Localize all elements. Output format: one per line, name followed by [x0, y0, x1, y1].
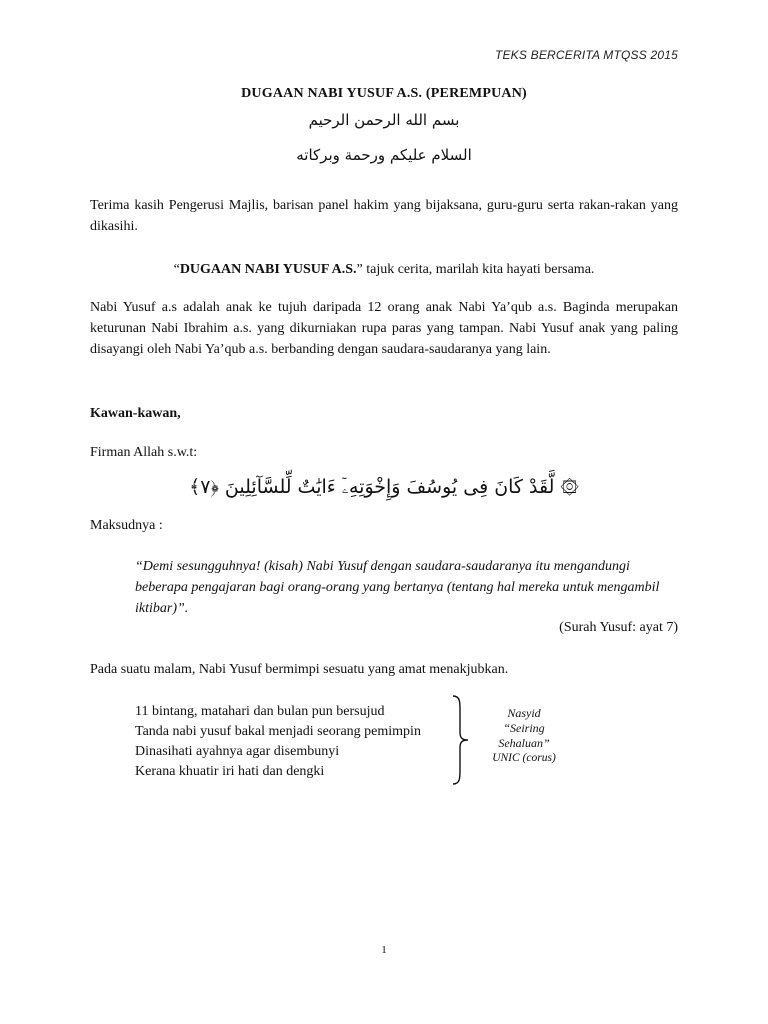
- firman-label: Firman Allah s.w.t:: [90, 445, 198, 460]
- topic-rest: ” tajuk cerita, marilah kita hayati bersama.: [356, 262, 595, 277]
- lyric-line: 11 bintang, matahari dan bulan pun bersujud: [135, 704, 385, 719]
- address-heading: Kawan-kawan,: [90, 406, 181, 421]
- note-line: Sehaluan”: [498, 736, 550, 750]
- intro-paragraph: Nabi Yusuf a.s adalah anak ke tujuh daripada 12 orang anak Nabi Ya’qub a.s. Baginda merupakan keturunan Nabi Ibrahim a.s. yang dikurniakan rupa paras yang tampan. Nabi Yusuf anak yang paling disayangi oleh Nabi Ya’qub a.s. berbanding dengan saudara-saudaranya yang lain.: [90, 300, 678, 357]
- note-line: UNIC (corus): [492, 752, 556, 764]
- lyric-line: Tanda nabi yusuf bakal menjadi seorang pemimpin: [135, 724, 421, 739]
- page-number: 1: [381, 944, 387, 956]
- nasyid-lyrics: [135, 702, 421, 782]
- opening-paragraph: Terima kasih Pengerusi Majlis, barisan panel hakim yang bijaksana, guru-guru serta rakan-rakan yang dikasihi.: [90, 198, 678, 234]
- salam-text: السلام عليكم ورحمة وبركاته: [296, 146, 472, 164]
- lyric-line: Dinasihati ayahnya agar disembunyi: [135, 744, 340, 759]
- lyric-line: Kerana khuatir iri hati dan dengki: [135, 764, 325, 779]
- topic-bold-title: DUGAAN NABI YUSUF A.S.: [179, 262, 357, 277]
- topic-open-quote: “: [173, 262, 180, 277]
- basmalah-text: بسم الله الرحمن الرحيم: [308, 111, 460, 129]
- verse-reference: (Surah Yusuf: ayat 7): [559, 620, 678, 635]
- verse-translation: “Demi sesungguhnya! (kisah) Nabi Yusuf dengan saudara-saudaranya itu mengandungi beberapa pengajaran bagi orang-orang yang bertanya (tentang hal mereka untuk mengambil iktibar)”.: [135, 559, 660, 616]
- note-line: “Seiring: [503, 721, 545, 735]
- maksud-label: Maksudnya :: [90, 518, 163, 533]
- topic-line: [90, 259, 678, 280]
- quran-verse: ۞ لَّقَدْ كَانَ فِى يُوسُفَ وَإِخْوَتِهِۦٓ ءَايَٰتٌ لِّلسَّآئِلِينَ ﴿٧﴾: [189, 476, 579, 498]
- story-title: DUGAAN NABI YUSUF A.S. (PEREMPUAN): [241, 86, 527, 101]
- right-curly-brace: [450, 694, 472, 786]
- nasyid-note: [476, 706, 572, 766]
- note-line: Nasyid: [507, 706, 541, 720]
- dream-intro: Pada suatu malam, Nabi Yusuf bermimpi sesuatu yang amat menakjubkan.: [90, 662, 509, 677]
- running-header: TEKS BERCERITA MTQSS 2015: [494, 48, 678, 62]
